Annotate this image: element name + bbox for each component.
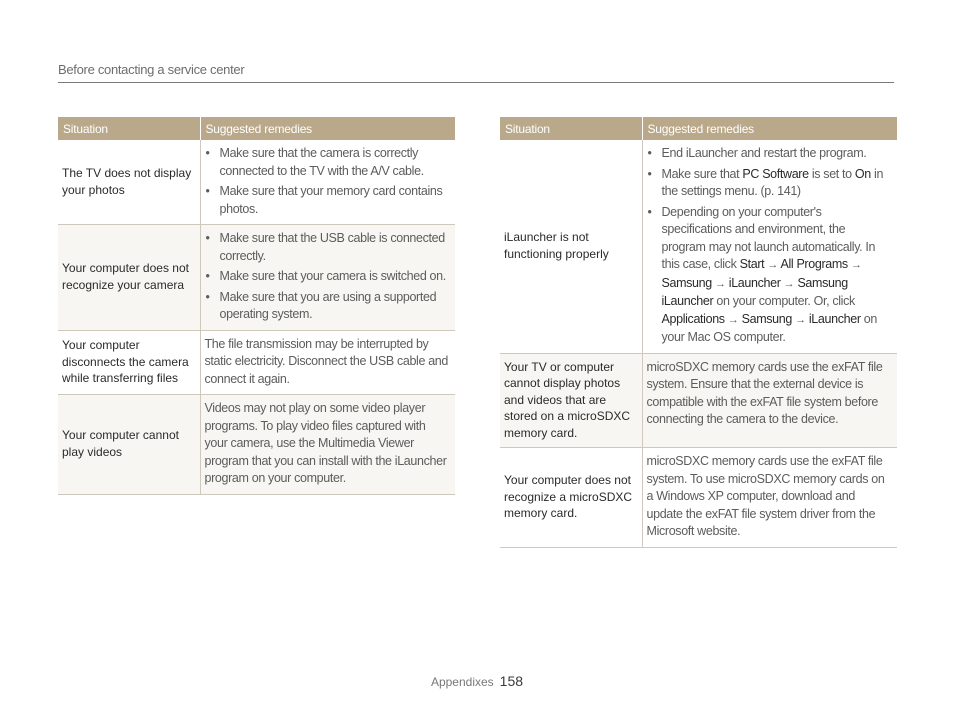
path-all-programs: All Programs <box>780 257 848 271</box>
path-applications: Applications <box>661 311 725 326</box>
remedies-cell: microSDXC memory cards use the exFAT file system. To use microSDXC memory cards on a Windows XP computer, download and update the exFAT file system driver from the Microsoft website. <box>642 448 897 548</box>
remedy-text: Make sure that <box>661 166 743 181</box>
situation-cell: iLauncher is not functioning properly <box>500 140 642 353</box>
arrow-right-icon: → <box>714 277 726 290</box>
remedy-text: End iLauncher and restart the program. <box>661 146 867 160</box>
remedy-item <box>205 145 451 180</box>
path-start: Start <box>739 257 765 271</box>
remedy-list <box>205 145 451 218</box>
situation-cell: Your computer does not recognize a microSDXC memory card. <box>500 448 642 548</box>
column-header-remedies: Suggested remedies <box>200 117 455 140</box>
table-row <box>58 225 455 331</box>
table-header-row <box>500 117 897 140</box>
remedy-item <box>647 145 893 163</box>
situation-cell: The TV does not display your photos <box>58 140 200 225</box>
remedy-text: Make sure that your camera is switched on. <box>219 269 446 283</box>
arrow-right-icon: → <box>767 259 779 271</box>
bullet-icon: • <box>647 204 652 219</box>
situation-cell: Your computer does not recognize your camera <box>58 225 200 331</box>
remedy-item <box>205 183 451 218</box>
remedy-text: on your Mac OS computer. <box>661 311 877 344</box>
remedy-text: Make sure that you are using a supported operating system. <box>219 289 437 321</box>
remedy-list <box>205 230 451 324</box>
bullet-icon: • <box>647 146 652 160</box>
path-ilauncher: iLauncher <box>728 275 781 290</box>
remedy-item <box>205 289 451 324</box>
table-row <box>58 330 455 395</box>
bullet-icon: • <box>205 146 210 160</box>
situation-cell: Your computer disconnects the camera while transferring files <box>58 330 200 395</box>
arrow-right-icon: → <box>850 259 862 271</box>
column-header-remedies: Suggested remedies <box>642 117 897 140</box>
bullet-icon: • <box>205 289 210 304</box>
path-samsung: Samsung <box>741 311 792 326</box>
remedy-text: in the settings menu. (p. 141) <box>661 166 884 198</box>
column-header-situation: Situation <box>58 117 200 140</box>
remedy-item <box>647 204 893 347</box>
troubleshooting-table-right <box>500 117 897 548</box>
bullet-icon: • <box>205 184 210 198</box>
path-samsung: Samsung <box>661 275 712 290</box>
table-row <box>58 395 455 495</box>
arrow-right-icon: → <box>783 277 795 290</box>
remedy-list <box>647 145 893 347</box>
troubleshooting-table-left <box>58 117 455 495</box>
remedies-cell: microSDXC memory cards use the exFAT file system. Ensure that the external device is compatible with the exFAT file system before connecting the camera to the device. <box>642 353 897 448</box>
menu-value-on: On <box>854 166 871 181</box>
column-header-situation: Situation <box>500 117 642 140</box>
bullet-icon: • <box>205 269 210 283</box>
remedies-cell <box>642 140 897 353</box>
remedy-text: on your computer. Or, click <box>713 294 855 308</box>
arrow-right-icon: → <box>795 313 806 326</box>
page-number: 158 <box>499 673 524 689</box>
path-samsung-ilauncher: Samsung iLauncher <box>661 275 848 308</box>
remedy-text: Make sure that your memory card contains photos. <box>219 184 443 216</box>
table-row <box>500 140 897 353</box>
remedy-text: Depending on your computer's specifications and environment, the program may not launch automatically. In this case, click <box>661 204 876 271</box>
arrow-right-icon: → <box>727 313 739 326</box>
remedy-text: Make sure that the camera is correctly connected to the TV with the A/V cable. <box>219 146 424 178</box>
bullet-icon: • <box>647 166 652 181</box>
remedy-item <box>647 166 893 201</box>
header-title: Before contacting a service center <box>58 62 245 77</box>
remedies-cell: The file transmission may be interrupted by static electricity. Disconnect the USB cable and connect it again. <box>200 330 455 395</box>
remedy-text: is set to <box>808 166 855 181</box>
remedies-cell <box>200 225 455 331</box>
remedy-text: Make sure that the USB cable is connected correctly. <box>219 231 445 263</box>
remedies-cell: Videos may not play on some video player programs. To play video files captured with your camera, use the Multimedia Viewer program that you can install with the iLauncher program on your computer. <box>200 395 455 495</box>
path-ilauncher: iLauncher <box>808 311 861 326</box>
remedy-item <box>205 268 451 286</box>
table-row <box>58 140 455 225</box>
page-footer <box>0 673 954 689</box>
situation-cell: Your computer cannot play videos <box>58 395 200 495</box>
situation-cell: Your TV or computer cannot display photos and videos that are stored on a microSDXC memory card. <box>500 353 642 448</box>
footer-section: Appendixes <box>430 675 494 689</box>
page-header <box>58 62 894 83</box>
bullet-icon: • <box>205 231 210 245</box>
menu-option-pc-software: PC Software <box>742 166 809 181</box>
table-row <box>500 448 897 548</box>
remedy-item <box>205 230 451 265</box>
table-header-row <box>58 117 455 140</box>
remedies-cell <box>200 140 455 225</box>
table-row <box>500 353 897 448</box>
